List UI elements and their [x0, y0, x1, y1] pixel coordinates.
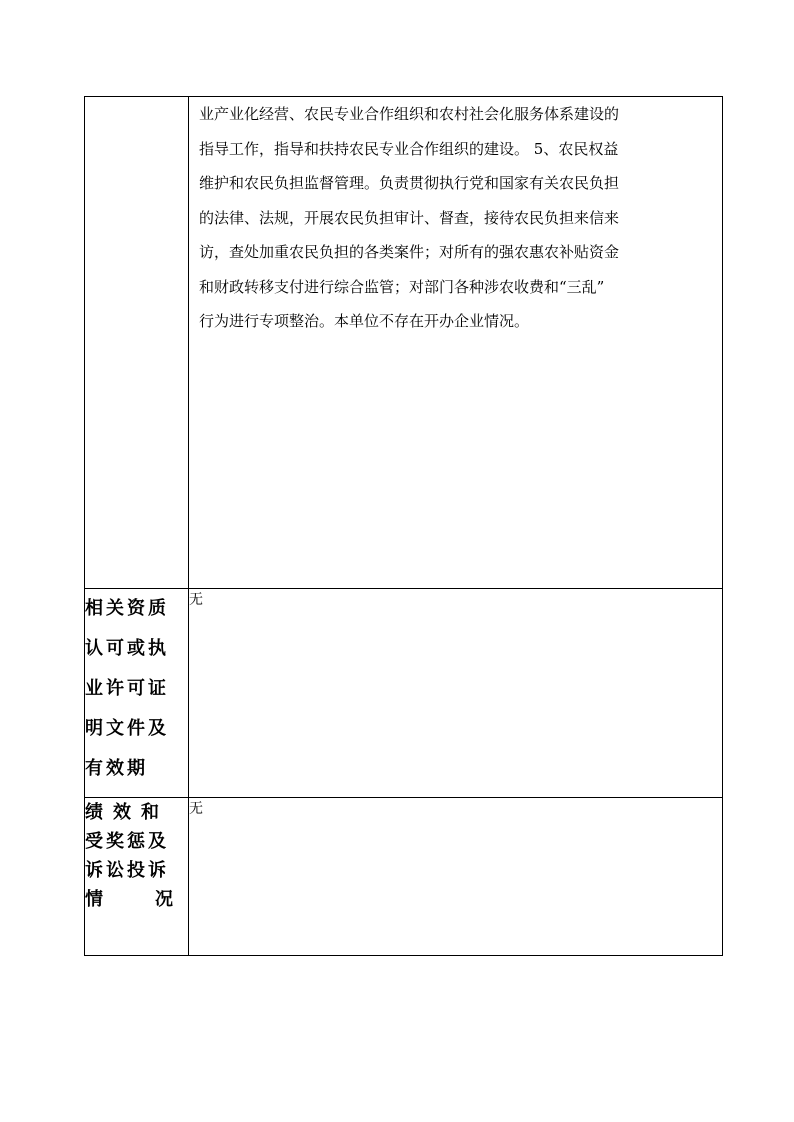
- duties-line: 维护和农民负担监督管理。负责贯彻执行党和国家有关农民负担: [199, 174, 620, 192]
- license-label-line: 有效期: [85, 758, 148, 779]
- performance-label: [85, 798, 189, 956]
- duties-row: [85, 97, 723, 589]
- info-table: [84, 96, 723, 956]
- license-row: [85, 589, 723, 798]
- duties-line: 业产业化经营、农民专业合作组织和农村社会化服务体系建设的: [199, 105, 620, 123]
- performance-label-left: 情: [85, 889, 103, 910]
- duties-line: 指导工作，指导和扶持农民专业合作组织的建设。 5、农民权益: [199, 139, 619, 158]
- performance-row: [85, 798, 723, 956]
- performance-label-line: 受奖惩及: [85, 831, 169, 852]
- duties-text: [189, 97, 722, 339]
- performance-label-right: 况: [155, 889, 173, 910]
- duties-content-cell: [189, 97, 723, 589]
- performance-label-line: 诉讼投诉: [85, 860, 169, 881]
- performance-value: 无: [189, 798, 723, 956]
- license-label-line: 明文件及: [85, 718, 169, 739]
- license-value: 无: [189, 589, 723, 798]
- license-label-line: 业许可证: [85, 678, 169, 699]
- license-label-line: 相关资质: [85, 598, 169, 619]
- license-label: [85, 589, 189, 798]
- license-label-line: 认可或执: [85, 638, 169, 659]
- duties-line: 行为进行专项整治。本单位不存在开办企业情况。: [199, 312, 530, 330]
- duties-line: 访，查处加重农民负担的各类案件；对所有的强农惠农补贴资金: [199, 243, 620, 261]
- duties-line: 和财政转移支付进行综合监管；对部门各种涉农收费和“三乱”: [199, 277, 605, 296]
- duties-label-cell: [85, 97, 189, 589]
- performance-label-line: 绩效和: [85, 802, 169, 823]
- duties-line: 的法律、法规，开展农民负担审计、督查，接待农民负担来信来: [199, 208, 620, 227]
- performance-label-line: [85, 885, 173, 914]
